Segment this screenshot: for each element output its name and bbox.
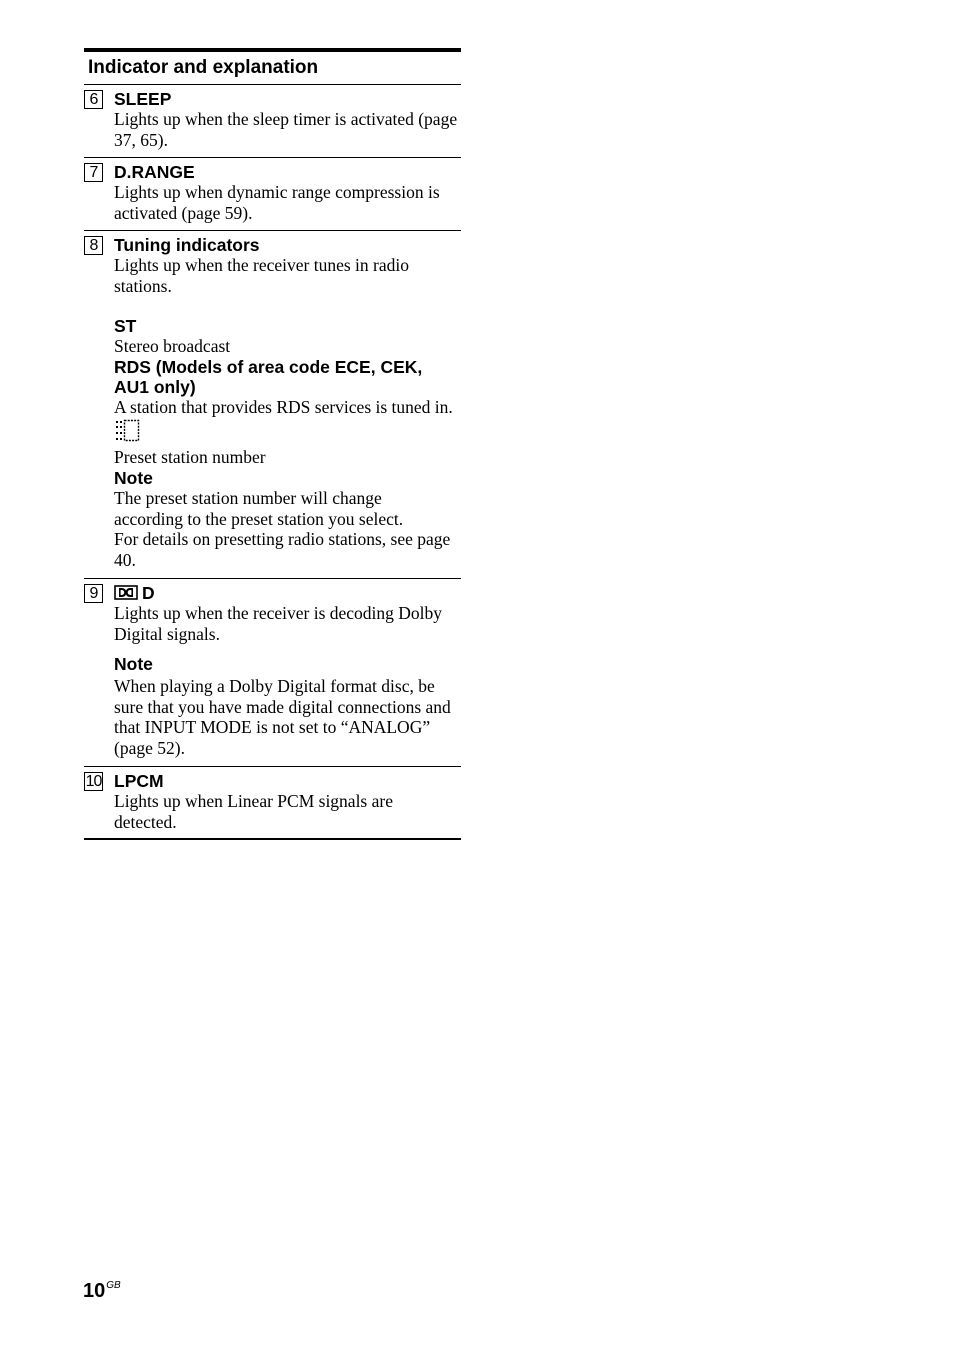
indicator-title: D.RANGE [114,162,195,182]
indicator-description: Lights up when Linear PCM signals are detected. [114,791,393,832]
indicator-title-text: D [142,583,155,603]
item-number: 8 [84,236,103,255]
table-row [84,158,461,231]
rds-indicator-title: RDS (Models of area code ECE, CEK, AU1 only) [114,356,423,397]
note-text: The preset station number will change according to the preset station you select. For details on presetting radio stations, see page 40. [114,487,451,570]
table-row [84,231,461,579]
note-text: When playing a Dolby Digital format disc, be sure that you have made digital connections and that INPUT MODE is not set to “ANALOG” (page 52). [114,676,451,758]
item-number: 10 [85,773,102,790]
item-number: 9 [84,584,103,603]
table-heading: Indicator and explanation [84,48,461,85]
dolby-double-d-icon [114,585,138,600]
page-number-value: 10 [83,1280,106,1302]
table-row [84,85,461,158]
item-number: 7 [84,163,103,182]
indicator-table [84,48,461,840]
table-row [84,579,461,767]
page-number-suffix: GB [106,1280,121,1291]
indicator-description: Lights up when the receiver is decoding Dolby Digital signals. [114,603,443,644]
indicator-title: SLEEP [114,89,172,109]
note-label: Note [114,654,153,675]
rds-description: A station that provides RDS services is tuned in. [114,396,453,417]
indicator-description: Lights up when dynamic range compression is activated (page 59). [114,182,440,223]
st-description: Stereo broadcast [114,336,231,357]
indicator-title [114,583,461,603]
item-number: 6 [84,90,103,109]
indicator-description: Lights up when the receiver tunes in radio stations. [114,255,409,296]
indicator-description: Lights up when the sleep timer is activated (page 37, 65). [114,109,458,150]
indicator-title: LPCM [114,771,164,791]
preset-number-icon [114,417,461,447]
table-row [84,767,461,840]
preset-description: Preset station number [114,447,266,468]
indicator-title: Tuning indicators [114,235,260,255]
note-label: Note [114,467,153,488]
page-number [83,1280,121,1303]
st-indicator-title: ST [114,316,137,337]
